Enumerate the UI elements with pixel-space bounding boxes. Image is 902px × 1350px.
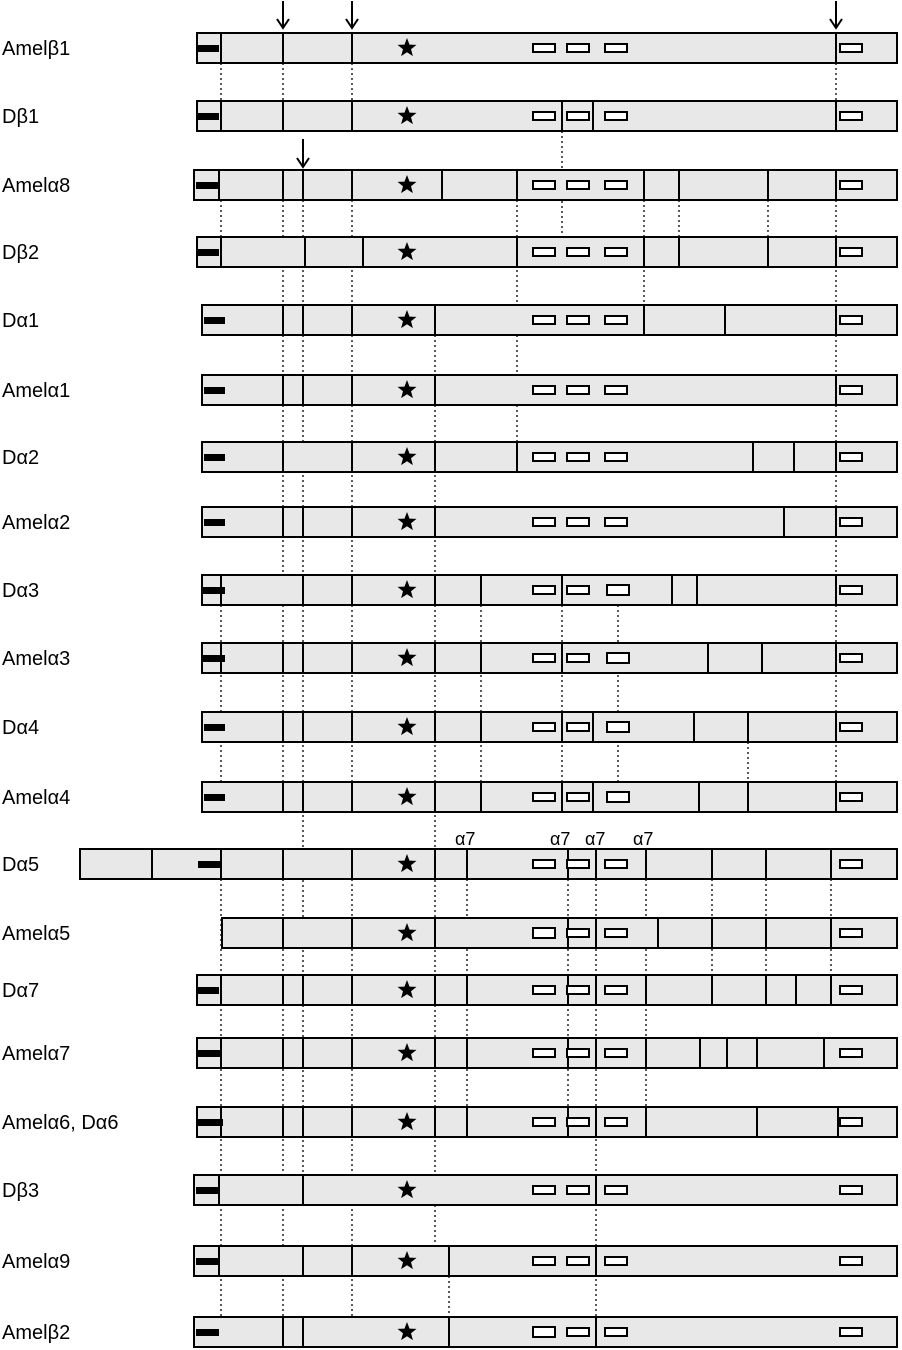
down-arrow-icon — [297, 139, 309, 167]
open-rectangle — [567, 44, 589, 52]
open-rectangle — [605, 1118, 627, 1126]
row-label: Dβ1 — [2, 106, 40, 128]
open-rectangle — [533, 928, 555, 938]
row-label: Dα2 — [2, 447, 40, 469]
thick-bar — [196, 1329, 219, 1336]
open-rectangle — [533, 654, 555, 662]
row-label: Amelα7 — [2, 1043, 71, 1065]
alpha7-label: α7 — [455, 829, 476, 849]
open-rectangle — [607, 653, 629, 663]
row-label: Amelα9 — [2, 1251, 71, 1273]
open-rectangle — [605, 929, 627, 937]
row-label: Amelα2 — [2, 512, 71, 534]
row-label: Dα1 — [2, 310, 40, 332]
open-rectangle — [605, 986, 627, 994]
gene-row — [2, 170, 897, 200]
open-rectangle — [840, 112, 862, 120]
gene-row — [2, 782, 897, 812]
row-label: Dα5 — [2, 854, 40, 876]
gene-row — [2, 918, 897, 948]
open-rectangle — [567, 860, 589, 868]
open-rectangle — [533, 112, 555, 120]
thick-bar — [204, 387, 225, 394]
open-rectangle — [840, 654, 862, 662]
open-rectangle — [533, 44, 555, 52]
down-arrow-icon — [277, 1, 289, 28]
open-rectangle — [605, 1257, 627, 1265]
thick-bar — [196, 1187, 219, 1194]
open-rectangle — [533, 1118, 555, 1126]
gene-row — [2, 1175, 897, 1205]
gene-row — [2, 375, 897, 405]
thick-bar — [203, 655, 225, 662]
open-rectangle — [840, 181, 862, 189]
thick-bar — [196, 1258, 219, 1265]
open-rectangle — [840, 1186, 862, 1194]
row-label: Amelα8 — [2, 175, 71, 197]
down-arrow-icon — [830, 1, 842, 28]
row-label: Amelα6, Dα6 — [2, 1112, 119, 1134]
open-rectangle — [533, 723, 555, 731]
gene-row — [2, 237, 897, 267]
open-rectangle — [605, 112, 627, 120]
open-rectangle — [605, 181, 627, 189]
gene-row — [2, 1038, 897, 1068]
open-rectangle — [840, 986, 862, 994]
row-label: Dα3 — [2, 580, 40, 602]
open-rectangle — [840, 248, 862, 256]
open-rectangle — [533, 1049, 555, 1057]
open-rectangle — [607, 792, 629, 802]
open-rectangle — [567, 181, 589, 189]
thick-bar — [196, 182, 219, 189]
open-rectangle — [605, 316, 627, 324]
open-rectangle — [567, 1049, 589, 1057]
thick-bar — [204, 724, 225, 731]
row-label: Dα7 — [2, 980, 40, 1002]
open-rectangle — [605, 44, 627, 52]
alpha7-annotations — [455, 829, 653, 849]
open-rectangle — [605, 1328, 627, 1336]
thick-bar — [198, 249, 219, 256]
thick-bar — [204, 519, 225, 526]
thick-bar — [204, 794, 225, 801]
open-rectangle — [567, 386, 589, 394]
open-rectangle — [840, 1118, 862, 1126]
row-label: Dα4 — [2, 717, 40, 739]
open-rectangle — [567, 1328, 589, 1336]
open-rectangle — [533, 986, 555, 994]
open-rectangle — [567, 654, 589, 662]
gene-row — [2, 849, 897, 879]
open-rectangle — [567, 986, 589, 994]
open-rectangle — [567, 723, 589, 731]
row-label: Amelα1 — [2, 380, 71, 402]
open-rectangle — [533, 248, 555, 256]
open-rectangle — [533, 1257, 555, 1265]
open-rectangle — [533, 586, 555, 594]
open-rectangle — [840, 44, 862, 52]
open-rectangle — [567, 1118, 589, 1126]
thick-bar — [203, 587, 225, 594]
row-label: Amelβ2 — [2, 1322, 71, 1344]
thick-bar — [204, 454, 225, 461]
row-label: Amelα4 — [2, 787, 71, 809]
open-rectangle — [605, 248, 627, 256]
open-rectangle — [840, 1049, 862, 1057]
open-rectangle — [605, 860, 627, 868]
row-label: Amelα3 — [2, 648, 71, 670]
alpha7-label: α7 — [550, 829, 571, 849]
open-rectangle — [840, 1328, 862, 1336]
open-rectangle — [840, 386, 862, 394]
open-rectangle — [567, 929, 589, 937]
gene-row — [2, 1107, 897, 1137]
gene-row — [2, 975, 897, 1005]
open-rectangle — [567, 518, 589, 526]
open-rectangle — [840, 793, 862, 801]
open-rectangle — [533, 453, 555, 461]
gene-row — [2, 712, 897, 742]
open-rectangle — [533, 1186, 555, 1194]
thick-bar — [198, 113, 219, 120]
open-rectangle — [840, 929, 862, 937]
open-rectangle — [567, 112, 589, 120]
thick-bar — [198, 861, 221, 868]
gene-row — [2, 33, 897, 63]
open-rectangle — [840, 316, 862, 324]
open-rectangle — [533, 518, 555, 526]
open-rectangle — [605, 1186, 627, 1194]
open-rectangle — [840, 860, 862, 868]
open-rectangle — [567, 1186, 589, 1194]
row-label: Dβ2 — [2, 242, 40, 264]
open-rectangle — [840, 723, 862, 731]
open-rectangle — [533, 181, 555, 189]
thick-bar — [198, 1119, 223, 1126]
gene-row — [2, 1246, 897, 1276]
gene-row — [2, 1317, 897, 1347]
thick-bar — [204, 317, 225, 324]
open-rectangle — [567, 793, 589, 801]
alpha7-label: α7 — [633, 829, 654, 849]
gene-row — [2, 442, 897, 472]
open-rectangle — [840, 586, 862, 594]
gene-row — [2, 305, 897, 335]
thick-bar — [198, 987, 219, 994]
open-rectangle — [607, 722, 629, 732]
open-rectangle — [840, 1257, 862, 1265]
alpha7-label: α7 — [585, 829, 606, 849]
open-rectangle — [533, 316, 555, 324]
row-label: Dβ3 — [2, 1180, 40, 1202]
gene-row — [2, 575, 897, 605]
gene-row — [2, 643, 897, 673]
gene-row — [2, 507, 897, 537]
open-rectangle — [533, 386, 555, 394]
open-rectangle — [605, 453, 627, 461]
row-label: Amelα5 — [2, 923, 71, 945]
open-rectangle — [605, 1049, 627, 1057]
open-rectangle — [607, 585, 629, 595]
thick-bar — [198, 1050, 221, 1057]
open-rectangle — [567, 316, 589, 324]
open-rectangle — [840, 518, 862, 526]
arrows — [277, 1, 842, 167]
open-rectangle — [567, 248, 589, 256]
gene-row — [2, 101, 897, 131]
gene-rows — [2, 33, 897, 1347]
open-rectangle — [567, 1257, 589, 1265]
down-arrow-icon — [346, 1, 358, 28]
open-rectangle — [840, 453, 862, 461]
open-rectangle — [567, 453, 589, 461]
open-rectangle — [533, 860, 555, 868]
thick-bar — [198, 45, 219, 52]
gene-bar — [222, 918, 897, 948]
open-rectangle — [533, 1327, 555, 1337]
row-label: Amelβ1 — [2, 38, 71, 60]
open-rectangle — [533, 793, 555, 801]
open-rectangle — [605, 518, 627, 526]
open-rectangle — [605, 386, 627, 394]
open-rectangle — [567, 586, 589, 594]
